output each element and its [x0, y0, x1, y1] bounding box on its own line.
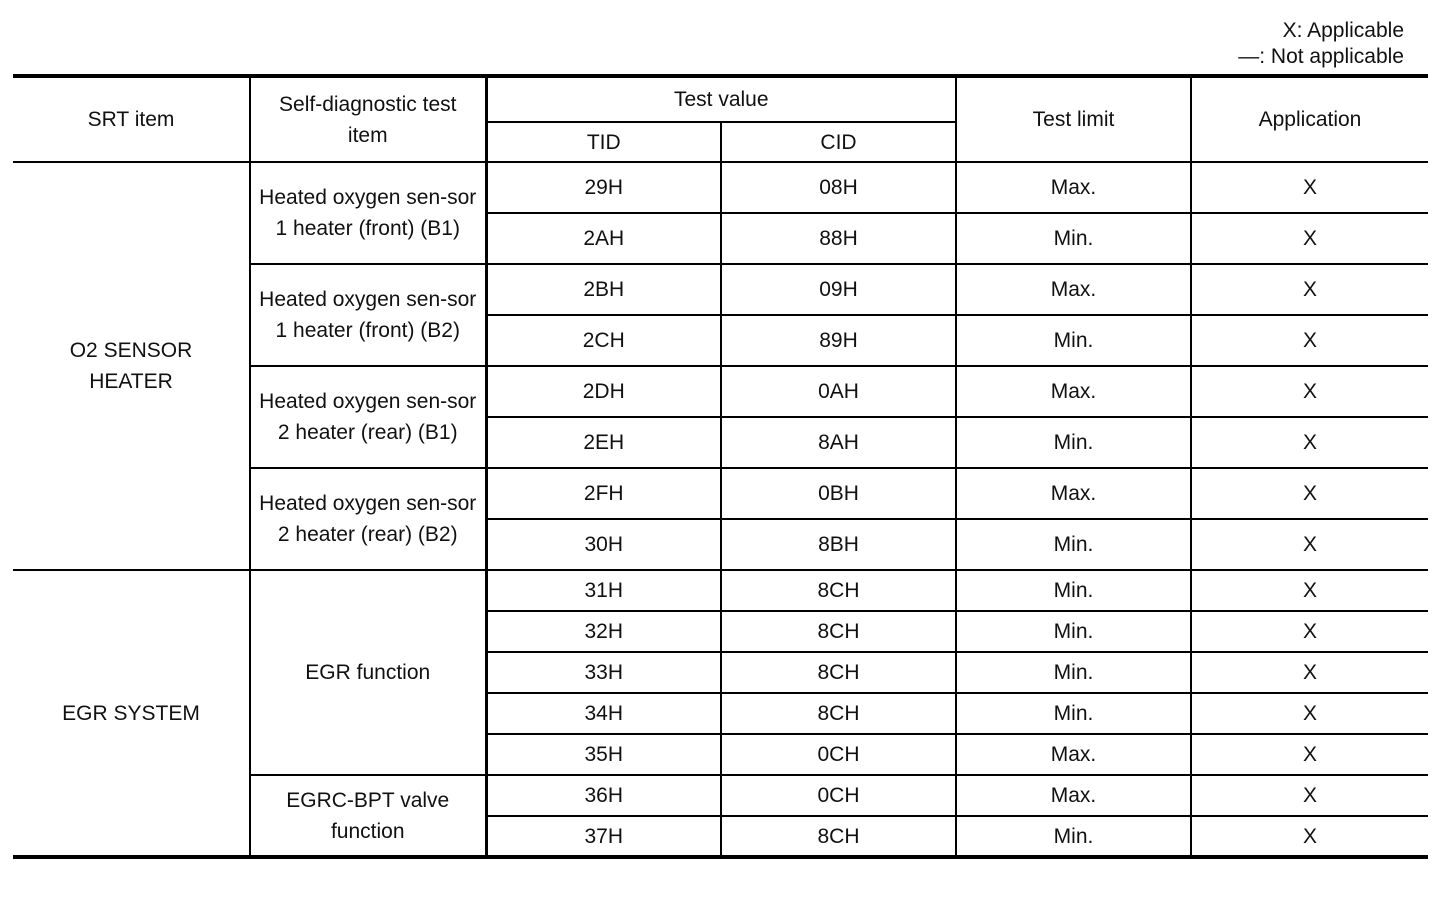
- application-cell: X: [1191, 366, 1428, 417]
- cid-cell: 0AH: [721, 366, 956, 417]
- tid-cell: 2BH: [486, 264, 721, 315]
- application-cell: X: [1191, 315, 1428, 366]
- srt-item-cell: [13, 162, 250, 570]
- tid-cell: 35H: [486, 734, 721, 775]
- test-limit-cell: Max.: [956, 366, 1191, 417]
- test-limit-cell: Max.: [956, 264, 1191, 315]
- test-item-label: EGRC-BPT valve function: [286, 788, 450, 843]
- srt-item-label: O2 SENSOR HEATER: [69, 339, 193, 393]
- application-cell: X: [1191, 417, 1428, 468]
- test-limit-cell: Min.: [956, 315, 1191, 366]
- cid-cell: 8CH: [721, 816, 956, 857]
- test-limit-cell: Min.: [956, 213, 1191, 264]
- header-self-diagnostic: [250, 76, 486, 162]
- header-cid: CID: [721, 122, 956, 162]
- cid-cell: 08H: [721, 162, 956, 213]
- cid-cell: 0CH: [721, 775, 956, 816]
- tid-cell: 29H: [486, 162, 721, 213]
- table-row: [13, 162, 1428, 213]
- test-limit-cell: Min.: [956, 519, 1191, 570]
- cid-cell: 8CH: [721, 570, 956, 611]
- tid-cell: 36H: [486, 775, 721, 816]
- application-cell: X: [1191, 162, 1428, 213]
- cid-cell: 8BH: [721, 519, 956, 570]
- cid-cell: 0CH: [721, 734, 956, 775]
- tid-cell: 2EH: [486, 417, 721, 468]
- tid-cell: 32H: [486, 611, 721, 652]
- header-srt-item: SRT item: [13, 76, 250, 162]
- test-item-label: EGR function: [305, 661, 431, 684]
- application-cell: X: [1191, 652, 1428, 693]
- header-application: Application: [1191, 76, 1428, 162]
- legend-applicable: X: Applicable: [1282, 19, 1404, 42]
- test-item-cell: [250, 264, 486, 366]
- header-tid: TID: [486, 122, 721, 162]
- cid-cell: 8AH: [721, 417, 956, 468]
- test-item-label: Heated oxygen sen-sor 2 heater (rear) (B1): [259, 390, 477, 444]
- tid-cell: 33H: [486, 652, 721, 693]
- tid-cell: 30H: [486, 519, 721, 570]
- srt-item-label: EGR SYSTEM: [62, 701, 200, 725]
- application-cell: X: [1191, 468, 1428, 519]
- test-limit-cell: Max.: [956, 162, 1191, 213]
- test-item-label: Heated oxygen sen-sor 2 heater (rear) (B2): [259, 492, 477, 546]
- application-cell: X: [1191, 264, 1428, 315]
- test-item-cell: [250, 366, 486, 468]
- application-cell: X: [1191, 693, 1428, 734]
- test-limit-cell: Min.: [956, 816, 1191, 857]
- legend-not-applicable: —: Not applicable: [1238, 45, 1404, 68]
- application-cell: X: [1191, 775, 1428, 816]
- test-limit-cell: Min.: [956, 417, 1191, 468]
- table-row: [13, 570, 1428, 611]
- test-limit-cell: Min.: [956, 570, 1191, 611]
- test-limit-cell: Min.: [956, 693, 1191, 734]
- tid-cell: 37H: [486, 816, 721, 857]
- cid-cell: 8CH: [721, 611, 956, 652]
- header-test-value: Test value: [486, 76, 956, 122]
- header-self-diagnostic-label: Self-diagnostic test item: [279, 92, 457, 147]
- application-cell: X: [1191, 570, 1428, 611]
- legend: [1238, 18, 1404, 70]
- table-body: [13, 162, 1428, 857]
- test-item-cell: [250, 162, 486, 264]
- cid-cell: 89H: [721, 315, 956, 366]
- test-item-label: Heated oxygen sen-sor 1 heater (front) (B2): [259, 288, 477, 342]
- test-limit-cell: Min.: [956, 611, 1191, 652]
- tid-cell: 2DH: [486, 366, 721, 417]
- tid-cell: 2AH: [486, 213, 721, 264]
- test-limit-cell: Max.: [956, 468, 1191, 519]
- tid-cell: 2CH: [486, 315, 721, 366]
- test-item-cell: [250, 570, 486, 775]
- test-item-label: Heated oxygen sen-sor 1 heater (front) (B1): [259, 186, 477, 240]
- tid-cell: 34H: [486, 693, 721, 734]
- application-cell: X: [1191, 611, 1428, 652]
- cid-cell: 8CH: [721, 652, 956, 693]
- srt-item-cell: [13, 570, 250, 857]
- srt-table: [13, 74, 1428, 859]
- tid-cell: 2FH: [486, 468, 721, 519]
- application-cell: X: [1191, 734, 1428, 775]
- header-test-limit: Test limit: [956, 76, 1191, 162]
- table-header: [13, 76, 1428, 162]
- cid-cell: 0BH: [721, 468, 956, 519]
- test-limit-cell: Min.: [956, 652, 1191, 693]
- cid-cell: 09H: [721, 264, 956, 315]
- application-cell: X: [1191, 519, 1428, 570]
- test-limit-cell: Max.: [956, 775, 1191, 816]
- application-cell: X: [1191, 816, 1428, 857]
- cid-cell: 8CH: [721, 693, 956, 734]
- cid-cell: 88H: [721, 213, 956, 264]
- tid-cell: 31H: [486, 570, 721, 611]
- test-item-cell: [250, 775, 486, 857]
- test-item-cell: [250, 468, 486, 570]
- test-limit-cell: Max.: [956, 734, 1191, 775]
- application-cell: X: [1191, 213, 1428, 264]
